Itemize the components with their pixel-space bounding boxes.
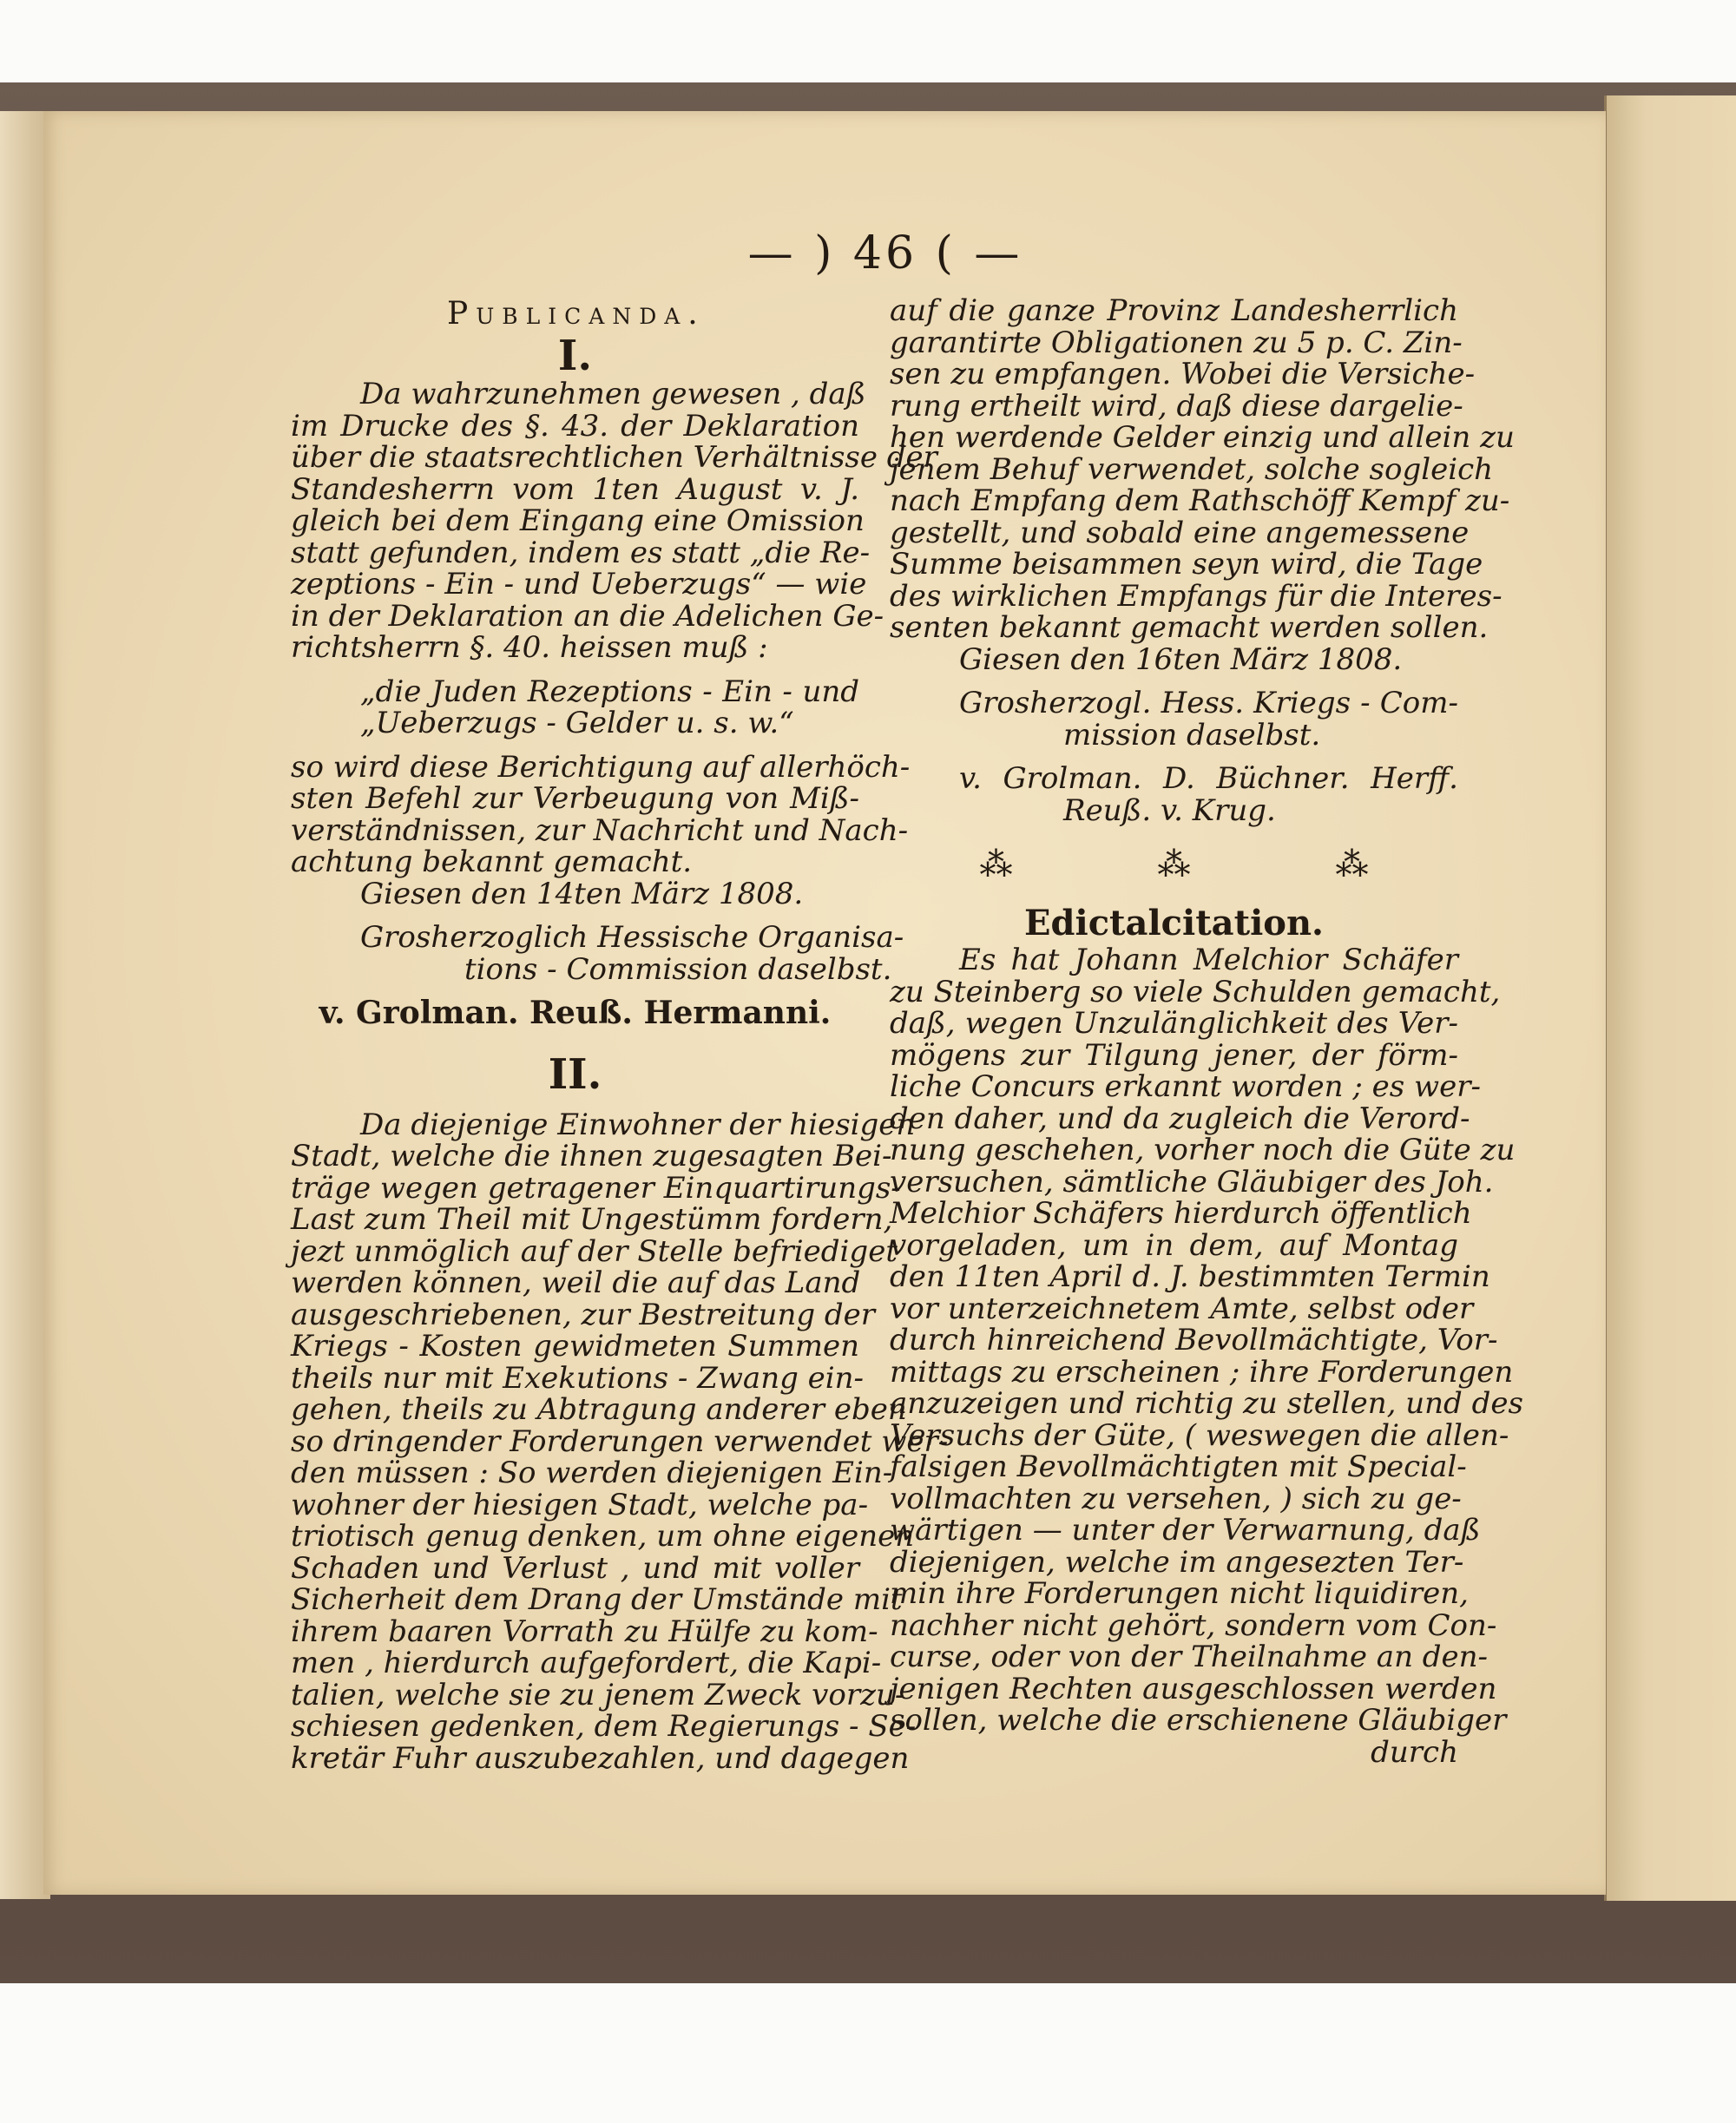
text-line: gleich bei dem Eingang eine Omission (291, 503, 865, 538)
text-line: Stadt, welche die ihnen zugesagten Bei- (291, 1139, 892, 1173)
text-line: Schaden und Verlust , und mit voller (291, 1550, 859, 1586)
text-line: über die staatsrechtlichen Verhältnisse der (291, 440, 937, 475)
notice-2-date: Giesen den 16ten März 1808. (959, 641, 1403, 677)
text-line: hen werdende Gelder einzig und allein zu (890, 420, 1515, 455)
text-line: auf die ganze Provinz Landesherrlich (890, 293, 1458, 328)
text-line: Da wahrzunehmen gewesen , daß (360, 377, 866, 411)
text-line: des wirklichen Empfangs für die Interes- (890, 578, 1503, 614)
text-line: Kriegs - Kosten gewidmeten Summen (291, 1329, 859, 1364)
text-line: senten bekannt gemacht werden sollen. (890, 610, 1489, 645)
text-line: Summe beisammen seyn wird, die Tage (890, 547, 1483, 582)
text-line: gestellt, und sobald eine angemessene (890, 515, 1470, 550)
asterism-ornament: ⁂ (1335, 845, 1369, 884)
text-line: werden können, weil die auf das Land (291, 1265, 861, 1300)
text-line: jezt unmöglich auf der Stelle befriediget (291, 1233, 898, 1269)
asterism-ornament: ⁂ (979, 845, 1013, 884)
notice-1-authority (291, 920, 904, 987)
notice-1-signatories: v. Grolman. Reuß. Hermanni. (319, 995, 832, 1031)
text-line: sen zu empfangen. Wobei die Versiche- (890, 357, 1476, 391)
text-line: wärtigen — unter der Verwarnung, daß (890, 1513, 1481, 1548)
text-line: wohner der hiesigen Stadt, welche pa- (291, 1487, 869, 1522)
text-line: schiesen gedenken, dem Regierungs - Se- (291, 1709, 917, 1744)
text-line: gehen, theils zu Abtragung anderer eben (291, 1392, 907, 1427)
notice-2-text (291, 1107, 949, 1776)
text-line: vollmachten zu versehen, ) sich zu ge- (890, 1481, 1462, 1516)
notice-1-text (291, 377, 937, 665)
text-line: triotisch genug denken, um ohne eigenen (291, 1519, 915, 1554)
text-line: mögens zur Tilgung jener, der förm- (890, 1037, 1458, 1073)
text-line: nung geschehen, vorher noch die Güte zu (890, 1133, 1516, 1167)
text-line: Es hat Johann Melchior Schäfer (959, 943, 1458, 977)
text-line: Sicherheit dem Drang der Umstände mit (291, 1582, 903, 1617)
left-column (291, 295, 949, 1776)
text-line: jenigen Rechten ausgeschlossen werden (890, 1671, 1497, 1706)
text-line: Da diejenige Einwohner der hiesigen (360, 1107, 916, 1142)
text-line: den müssen : So werden diejenigen Ein- (291, 1456, 893, 1490)
text-line: „die Juden Rezeptions - Ein - und (360, 674, 859, 709)
text-line: garantirte Obligationen zu 5 p. C. Zin- (890, 325, 1463, 360)
catchword: durch (1371, 1734, 1458, 1770)
asterism-ornament: ⁂ (1157, 845, 1191, 884)
text-line: men , hierdurch aufgefordert, die Kapi- (291, 1646, 882, 1680)
notice-2-text-continued (890, 293, 1515, 645)
text-line: daß, wegen Unzulänglichkeit des Ver- (890, 1006, 1458, 1041)
text-line: talien, welche sie zu jenem Zweck vorzu- (291, 1677, 905, 1712)
edictal-citation-heading: Edictalcitation. (1024, 903, 1324, 943)
text-line: „Ueberzugs - Gelder u. s. w.“ (360, 706, 794, 740)
notice-1-quote (291, 676, 859, 739)
section-numeral-2: II. (548, 1049, 602, 1099)
next-page-edge (1604, 95, 1736, 1901)
text-line: zeptions - Ein - und Ueberzugs“ — wie (291, 567, 867, 601)
text-line: tions - Commission daselbst. (464, 951, 892, 987)
text-line: ihrem baaren Vorrath zu Hülfe zu kom- (291, 1614, 878, 1649)
text-line: v. Grolman. D. Büchner. Herff. (959, 761, 1458, 796)
text-line: Last zum Theil mit Ungestümm fordern, (291, 1202, 893, 1237)
text-line: liche Concurs erkannt worden ; es wer- (890, 1069, 1481, 1104)
text-line: träge wegen getragener Einquartirungs- (291, 1170, 901, 1206)
text-line: nach Empfang dem Rathschöff Kempf zu- (890, 483, 1510, 518)
edictal-citation-text (890, 943, 1523, 1738)
text-line: ausgeschriebenen, zur Bestreitung der (291, 1297, 876, 1332)
text-line: in der Deklaration an die Adelichen Ge- (291, 598, 884, 634)
text-line: so dringender Forderungen verwendet wer- (291, 1423, 949, 1459)
text-line: den 11ten April d. J. bestimmten Termin (890, 1259, 1490, 1294)
text-line: Reuß. v. Krug. (1063, 792, 1276, 828)
text-line: rung ertheilt wird, daß diese dargelie- (890, 388, 1463, 424)
text-line: Grosherzogl. Hess. Kriegs - Com- (959, 686, 1458, 720)
text-line: zu Steinberg so viele Schulden gemacht, (890, 974, 1501, 1009)
text-line: mission daselbst. (1063, 717, 1321, 753)
text-line: durch hinreichend Bevollmächtigte, Vor- (890, 1323, 1498, 1357)
text-line: anzuzeigen und richtig zu stellen, und des (890, 1386, 1523, 1421)
text-line: richtsherrn §. 40. heissen muß : (291, 630, 768, 665)
text-line: achtung bekannt gemacht. (291, 845, 693, 879)
text-line: mittags zu erscheinen ; ihre Forderungen (890, 1354, 1514, 1390)
notice-2-signatories (890, 763, 1458, 826)
section-numeral-1: I. (557, 332, 593, 380)
text-line: versuchen, sämtliche Gläubiger des Joh. (890, 1164, 1494, 1200)
text-line: sten Befehl zur Verbeugung von Miß- (291, 781, 859, 816)
text-line: diejenigen, welche im angesezten Ter- (890, 1544, 1464, 1580)
text-line: den daher, und da zugleich die Verord- (890, 1101, 1470, 1136)
text-line: nachher nicht gehört, sondern vom Con- (890, 1607, 1497, 1643)
section-title: Publicanda. (447, 296, 706, 332)
page-number-header: — ) 46 ( — (747, 227, 1023, 279)
section-separator (890, 838, 1458, 891)
text-line: kretär Fuhr auszubezahlen, und dagegen (291, 1740, 910, 1776)
text-line: jenem Behuf verwendet, solche sogleich (890, 451, 1494, 487)
right-column (890, 293, 1523, 1770)
text-line: statt gefunden, indem es statt „die Re- (291, 535, 871, 570)
notice-2-authority (890, 687, 1458, 751)
text-line: so wird diese Berichtigung auf allerhöch- (291, 749, 911, 785)
text-line: curse, oder von der Theilnahme an den- (890, 1640, 1489, 1674)
text-line: Versuchs der Güte, ( weswegen die allen- (890, 1417, 1509, 1453)
text-line: vorgeladen, um in dem, auf Montag (890, 1227, 1458, 1263)
text-line: Grosherzoglich Hessische Organisa- (360, 920, 904, 955)
text-line: vor unterzeichnetem Amte, selbst oder (890, 1291, 1474, 1326)
text-line: Melchior Schäfers hierdurch öffentlich (890, 1196, 1472, 1231)
notice-1-text-continued (291, 749, 911, 879)
text-line: Standesherrn vom 1ten August v. J. (291, 471, 859, 507)
text-line: sollen, welche die erschienene Gläubiger (890, 1703, 1507, 1738)
notice-1-date: Giesen den 14ten März 1808. (360, 876, 804, 911)
text-line: im Drucke des §. 43. der Deklaration (291, 408, 859, 444)
text-line: falsigen Bevollmächtigten mit Special- (890, 1449, 1467, 1484)
text-line: theils nur mit Exekutions - Zwang ein- (291, 1360, 865, 1396)
text-line: verständnissen, zur Nachricht und Nach- (291, 812, 909, 848)
text-line: min ihre Forderungen nicht liquidiren, (890, 1576, 1469, 1611)
